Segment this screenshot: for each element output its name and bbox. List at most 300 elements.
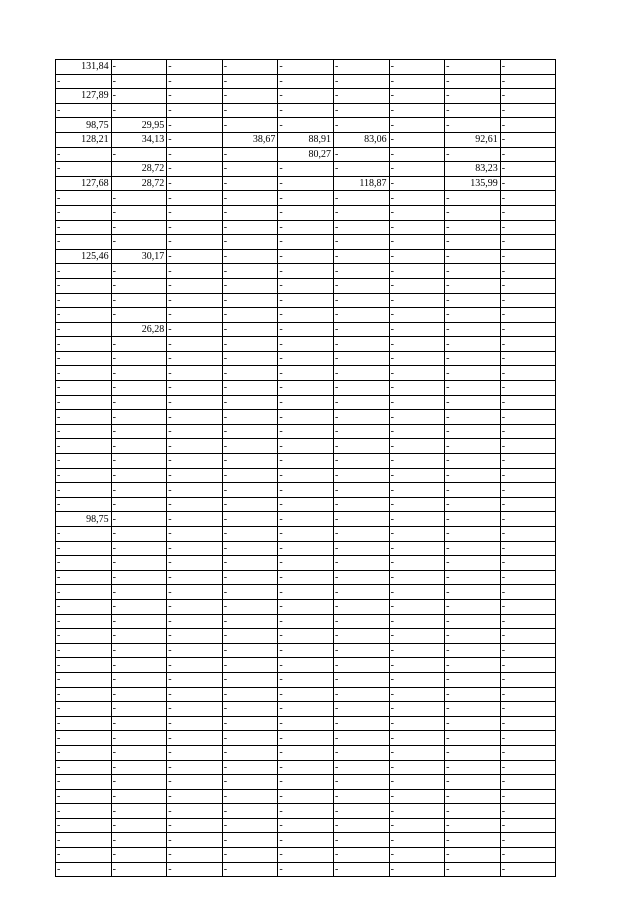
table-cell: - <box>278 395 334 410</box>
table-cell: - <box>222 614 278 629</box>
table-cell: - <box>445 629 501 644</box>
table-cell: - <box>167 176 223 191</box>
table-cell: - <box>56 833 112 848</box>
table-cell: - <box>278 322 334 337</box>
table-cell: - <box>500 308 556 323</box>
table-cell: - <box>389 716 445 731</box>
table-row <box>56 454 556 469</box>
table-cell: - <box>333 162 389 177</box>
table-cell: - <box>500 249 556 264</box>
table-cell: - <box>222 658 278 673</box>
table-cell: 28,72 <box>111 162 167 177</box>
table-cell: - <box>222 89 278 104</box>
table-cell: 88,91 <box>278 132 334 147</box>
table-cell: - <box>445 293 501 308</box>
table-row <box>56 60 556 75</box>
table-cell: - <box>111 205 167 220</box>
table-cell: - <box>222 585 278 600</box>
table-cell: - <box>333 483 389 498</box>
table-cell: - <box>167 512 223 527</box>
table-cell: - <box>389 60 445 75</box>
table-cell: - <box>389 205 445 220</box>
table-row <box>56 439 556 454</box>
table-row <box>56 322 556 337</box>
table-cell: - <box>500 424 556 439</box>
table-cell: - <box>56 322 112 337</box>
table-cell: - <box>167 818 223 833</box>
table-cell: - <box>500 366 556 381</box>
table-cell: - <box>333 527 389 542</box>
table-cell: - <box>333 439 389 454</box>
table-cell: - <box>56 585 112 600</box>
table-cell: - <box>389 818 445 833</box>
table-cell: - <box>278 512 334 527</box>
table-cell: - <box>445 118 501 133</box>
table-cell: 131,84 <box>56 60 112 75</box>
table-cell: - <box>445 570 501 585</box>
table-cell: 38,67 <box>222 132 278 147</box>
table-cell: - <box>222 629 278 644</box>
table-cell: - <box>278 643 334 658</box>
table-cell: - <box>167 614 223 629</box>
table-row <box>56 687 556 702</box>
table-cell: - <box>389 322 445 337</box>
table-cell: - <box>222 337 278 352</box>
table-cell: - <box>389 848 445 863</box>
table-cell: - <box>389 687 445 702</box>
table-cell: - <box>333 264 389 279</box>
table-cell: - <box>333 731 389 746</box>
table-cell: - <box>167 643 223 658</box>
table-cell: - <box>278 118 334 133</box>
table-cell: - <box>333 235 389 250</box>
table-cell: - <box>333 789 389 804</box>
table-cell: - <box>111 716 167 731</box>
table-cell: - <box>222 424 278 439</box>
table-cell: - <box>222 570 278 585</box>
table-row <box>56 716 556 731</box>
table-cell: - <box>500 132 556 147</box>
table-cell: - <box>333 614 389 629</box>
table-cell: - <box>333 760 389 775</box>
table-cell: - <box>333 351 389 366</box>
table-cell: - <box>222 205 278 220</box>
table-cell: - <box>111 789 167 804</box>
table-cell: - <box>445 278 501 293</box>
table-row <box>56 512 556 527</box>
table-row <box>56 351 556 366</box>
table-cell: - <box>111 308 167 323</box>
table-cell: - <box>56 745 112 760</box>
table-cell: - <box>389 191 445 206</box>
table-cell: - <box>111 818 167 833</box>
table-cell: - <box>389 162 445 177</box>
table-cell: - <box>278 541 334 556</box>
table-cell: - <box>111 629 167 644</box>
table-cell: - <box>278 716 334 731</box>
table-row <box>56 658 556 673</box>
table-row <box>56 410 556 425</box>
table-cell: - <box>500 760 556 775</box>
table-cell: - <box>500 410 556 425</box>
table-cell: - <box>222 322 278 337</box>
table-cell: - <box>500 833 556 848</box>
table-cell: - <box>389 672 445 687</box>
table-cell: - <box>278 89 334 104</box>
table-cell: - <box>56 497 112 512</box>
table-row <box>56 235 556 250</box>
table-cell: - <box>333 862 389 877</box>
table-cell: - <box>167 658 223 673</box>
table-cell: - <box>445 89 501 104</box>
table-cell: - <box>167 775 223 790</box>
table-cell: 98,75 <box>56 512 112 527</box>
table-cell: - <box>500 278 556 293</box>
table-cell: - <box>167 235 223 250</box>
table-cell: - <box>167 278 223 293</box>
table-cell: - <box>500 658 556 673</box>
table-cell: - <box>222 366 278 381</box>
table-cell: 83,23 <box>445 162 501 177</box>
table-cell: - <box>111 424 167 439</box>
table-cell: - <box>278 599 334 614</box>
table-cell: - <box>167 103 223 118</box>
table-cell: - <box>111 74 167 89</box>
table-cell: - <box>111 293 167 308</box>
table-cell: - <box>389 410 445 425</box>
table-cell: - <box>333 848 389 863</box>
table-cell: - <box>500 672 556 687</box>
table-row <box>56 848 556 863</box>
table-cell: - <box>333 599 389 614</box>
table-cell: - <box>167 629 223 644</box>
table-cell: - <box>278 833 334 848</box>
table-cell: - <box>167 745 223 760</box>
table-row <box>56 629 556 644</box>
table-row <box>56 833 556 848</box>
table-cell: - <box>445 220 501 235</box>
table-cell: - <box>333 249 389 264</box>
table-cell: 128,21 <box>56 132 112 147</box>
table-cell: - <box>500 89 556 104</box>
table-row <box>56 220 556 235</box>
table-cell: - <box>278 760 334 775</box>
table-cell: - <box>389 439 445 454</box>
table-cell: - <box>389 570 445 585</box>
table-cell: - <box>222 439 278 454</box>
table-cell: - <box>56 570 112 585</box>
table-cell: - <box>333 205 389 220</box>
table-cell: - <box>333 74 389 89</box>
table-cell: - <box>278 191 334 206</box>
table-cell: - <box>278 848 334 863</box>
table-cell: - <box>278 789 334 804</box>
table-cell: - <box>500 293 556 308</box>
table-cell: - <box>111 804 167 819</box>
table-cell: - <box>445 760 501 775</box>
table-cell: - <box>111 848 167 863</box>
table-cell: - <box>222 454 278 469</box>
table-cell: - <box>445 235 501 250</box>
table-cell: - <box>278 468 334 483</box>
table-cell: - <box>56 308 112 323</box>
table-cell: - <box>389 264 445 279</box>
table-cell: - <box>389 643 445 658</box>
table-cell: - <box>333 833 389 848</box>
table-cell: - <box>333 570 389 585</box>
table-cell: - <box>111 468 167 483</box>
table-cell: - <box>278 162 334 177</box>
table-cell: - <box>56 731 112 746</box>
table-row <box>56 483 556 498</box>
table-cell: - <box>389 658 445 673</box>
table-cell: - <box>500 629 556 644</box>
table-row <box>56 103 556 118</box>
table-cell: - <box>56 424 112 439</box>
table-cell: - <box>222 760 278 775</box>
table-cell: - <box>56 162 112 177</box>
table-row <box>56 614 556 629</box>
table-cell: - <box>278 410 334 425</box>
table-cell: - <box>278 264 334 279</box>
table-cell: - <box>333 366 389 381</box>
table-cell: - <box>445 103 501 118</box>
table-cell: - <box>278 293 334 308</box>
table-cell: - <box>333 702 389 717</box>
table-cell: - <box>278 804 334 819</box>
table-cell: - <box>445 643 501 658</box>
table-cell: - <box>500 527 556 542</box>
table-cell: - <box>111 658 167 673</box>
table-cell: - <box>222 293 278 308</box>
table-cell: - <box>278 381 334 396</box>
table-row <box>56 760 556 775</box>
table-row <box>56 366 556 381</box>
table-cell: - <box>167 249 223 264</box>
table-cell: - <box>333 118 389 133</box>
table-cell: - <box>500 497 556 512</box>
table-cell: - <box>278 527 334 542</box>
table-cell: - <box>389 74 445 89</box>
table-cell: - <box>389 132 445 147</box>
table-cell: - <box>167 716 223 731</box>
table-cell: - <box>111 760 167 775</box>
table-cell: - <box>333 322 389 337</box>
table-cell: - <box>56 483 112 498</box>
table-cell: - <box>167 191 223 206</box>
table-cell: - <box>167 789 223 804</box>
table-cell: - <box>278 629 334 644</box>
table-cell: - <box>445 147 501 162</box>
table-cell: - <box>389 497 445 512</box>
table-cell: - <box>56 220 112 235</box>
table-cell: - <box>111 585 167 600</box>
table-cell: - <box>278 745 334 760</box>
table-cell: - <box>445 672 501 687</box>
table-cell: - <box>56 804 112 819</box>
table-cell: - <box>278 614 334 629</box>
table-cell: - <box>56 381 112 396</box>
table-row <box>56 132 556 147</box>
table-cell: - <box>389 789 445 804</box>
table-cell: - <box>500 716 556 731</box>
table-cell: - <box>111 775 167 790</box>
table-cell: - <box>167 162 223 177</box>
table-cell: - <box>111 264 167 279</box>
table-cell: - <box>500 454 556 469</box>
table-cell: - <box>56 454 112 469</box>
table-cell: - <box>278 176 334 191</box>
table-cell: 118,87 <box>333 176 389 191</box>
table-cell: - <box>445 527 501 542</box>
table-cell: - <box>500 351 556 366</box>
table-cell: - <box>389 147 445 162</box>
table-row <box>56 205 556 220</box>
table-cell: 125,46 <box>56 249 112 264</box>
table-cell: - <box>111 599 167 614</box>
table-cell: - <box>500 789 556 804</box>
table-cell: - <box>56 556 112 571</box>
table-cell: 127,68 <box>56 176 112 191</box>
table-cell: - <box>333 716 389 731</box>
table-row <box>56 527 556 542</box>
table-cell: - <box>445 191 501 206</box>
table-row <box>56 147 556 162</box>
table-cell: - <box>222 643 278 658</box>
table-cell: - <box>445 848 501 863</box>
table-cell: - <box>278 585 334 600</box>
table-cell: - <box>333 658 389 673</box>
table-cell: - <box>167 848 223 863</box>
table-cell: - <box>500 541 556 556</box>
table-cell: - <box>445 702 501 717</box>
table-cell: - <box>389 381 445 396</box>
table-row <box>56 176 556 191</box>
table-cell: - <box>56 702 112 717</box>
table-cell: - <box>333 497 389 512</box>
table-cell: - <box>222 191 278 206</box>
table-cell: - <box>500 322 556 337</box>
table-cell: - <box>222 220 278 235</box>
table-cell: - <box>111 497 167 512</box>
table-cell: - <box>167 672 223 687</box>
table-cell: - <box>167 118 223 133</box>
table-cell: - <box>111 556 167 571</box>
table-cell: 127,89 <box>56 89 112 104</box>
table-cell: - <box>111 643 167 658</box>
table-cell: - <box>56 541 112 556</box>
table-cell: - <box>389 89 445 104</box>
table-row <box>56 381 556 396</box>
table-cell: - <box>278 337 334 352</box>
table-cell: - <box>445 789 501 804</box>
table-cell: - <box>389 614 445 629</box>
table-cell: - <box>111 235 167 250</box>
table-cell: - <box>389 249 445 264</box>
table-cell: - <box>167 760 223 775</box>
table-cell: - <box>445 264 501 279</box>
table-cell: 28,72 <box>111 176 167 191</box>
table-cell: 80,27 <box>278 147 334 162</box>
table-cell: - <box>56 614 112 629</box>
table-cell: - <box>167 205 223 220</box>
table-cell: - <box>278 454 334 469</box>
table-cell: - <box>389 629 445 644</box>
table-cell: - <box>333 220 389 235</box>
table-cell: - <box>167 468 223 483</box>
table-row <box>56 541 556 556</box>
table-cell: - <box>389 599 445 614</box>
table-cell: - <box>222 395 278 410</box>
table-cell: - <box>333 687 389 702</box>
table-cell: - <box>389 527 445 542</box>
table-cell: - <box>111 89 167 104</box>
table-cell: - <box>56 366 112 381</box>
table-cell: - <box>278 249 334 264</box>
table-cell: - <box>389 702 445 717</box>
table-cell: - <box>111 381 167 396</box>
table-cell: - <box>389 745 445 760</box>
table-row <box>56 556 556 571</box>
table-cell: - <box>56 205 112 220</box>
table-cell: - <box>333 643 389 658</box>
table-cell: - <box>333 60 389 75</box>
table-cell: - <box>167 351 223 366</box>
table-row <box>56 337 556 352</box>
table-cell: - <box>389 541 445 556</box>
table-cell: - <box>500 775 556 790</box>
table-cell: - <box>56 337 112 352</box>
table-cell: - <box>278 570 334 585</box>
table-cell: - <box>445 804 501 819</box>
table-cell: - <box>333 541 389 556</box>
table-cell: 98,75 <box>56 118 112 133</box>
table-cell: - <box>389 278 445 293</box>
table-cell: - <box>333 745 389 760</box>
table-cell: - <box>167 731 223 746</box>
table-row <box>56 818 556 833</box>
table-cell: - <box>111 862 167 877</box>
table-cell: - <box>389 176 445 191</box>
table-cell: - <box>222 687 278 702</box>
table-cell: - <box>445 541 501 556</box>
table-cell: - <box>278 818 334 833</box>
table-cell: - <box>333 804 389 819</box>
table-cell: - <box>389 366 445 381</box>
table-cell: - <box>278 483 334 498</box>
table-row <box>56 191 556 206</box>
table-cell: - <box>167 556 223 571</box>
table-cell: - <box>56 629 112 644</box>
table-cell: - <box>222 103 278 118</box>
table-cell: - <box>278 74 334 89</box>
table-cell: - <box>500 337 556 352</box>
table-cell: - <box>56 818 112 833</box>
table-cell: - <box>56 672 112 687</box>
table-cell: - <box>56 395 112 410</box>
table-cell: - <box>222 483 278 498</box>
table-cell: 135,99 <box>445 176 501 191</box>
table-cell: - <box>222 775 278 790</box>
table-cell: - <box>56 760 112 775</box>
table-cell: - <box>56 643 112 658</box>
table-cell: - <box>111 527 167 542</box>
table-row <box>56 424 556 439</box>
table-cell: - <box>56 716 112 731</box>
table-cell: - <box>389 556 445 571</box>
table-cell: - <box>278 702 334 717</box>
table-cell: - <box>389 775 445 790</box>
